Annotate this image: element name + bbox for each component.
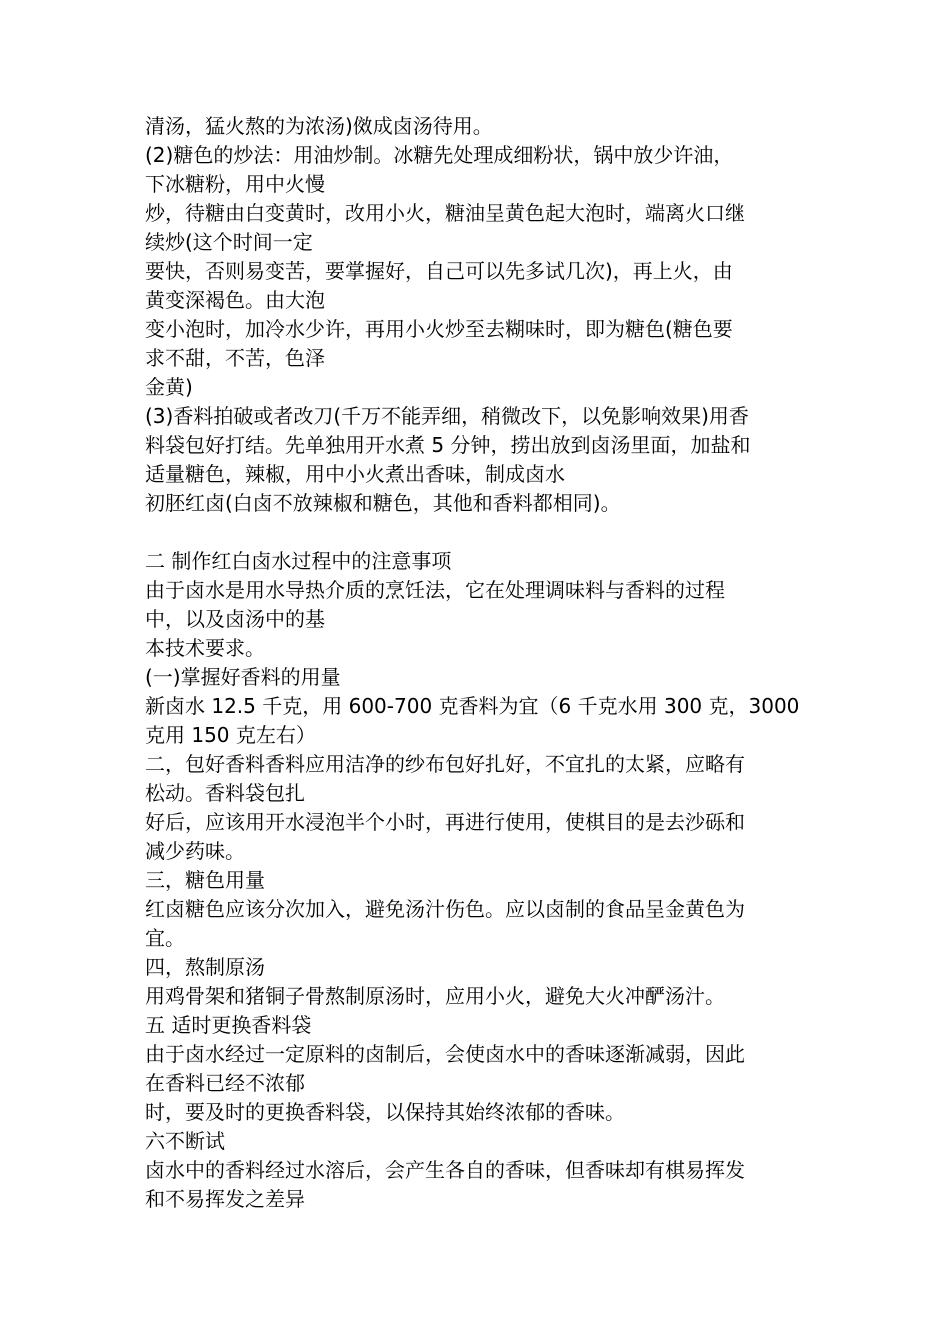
text-line: 黄变深褐色。由大泡 — [145, 288, 325, 312]
text-line: 和不易挥发之差异 — [145, 1187, 305, 1211]
subsection-heading: (一)掌握好香料的用量 — [145, 665, 341, 689]
text-line: 新卤水 12.5 千克，用 600-700 克香料为宜（6 千克水用 300 克，3000 — [145, 694, 800, 718]
text-line: 初胚红卤(白卤不放辣椒和糖色，其他和香料都相同)。 — [145, 491, 621, 515]
text-line: 时，要及时的更换香料袋，以保持其始终浓郁的香味。 — [145, 1100, 625, 1124]
text-line: 在香料已经不浓郁 — [145, 1071, 305, 1095]
subsection-heading: 三，糖色用量 — [145, 868, 265, 892]
text-line: 求不甜，不苦，色泽 — [145, 346, 325, 370]
text-line: 适量糖色，辣椒，用中小火煮出香味，制成卤水 — [145, 462, 565, 486]
text-line: 下冰糖粉，用中火慢 — [145, 172, 325, 196]
text-line: 二，包好香料香料应用洁净的纱布包好扎好，不宜扎的太紧，应略有 — [145, 752, 745, 776]
subsection-heading: 五 适时更换香料袋 — [145, 1013, 312, 1037]
text-line: 金黄) — [145, 375, 193, 399]
section-heading: 二 制作红白卤水过程中的注意事项 — [145, 549, 452, 573]
text-line: 由于卤水经过一定原料的卤制后，会使卤水中的香味逐渐减弱，因此 — [145, 1042, 745, 1066]
text-line: 减少药味。 — [145, 839, 245, 863]
blank-line — [145, 518, 815, 547]
text-line: 卤水中的香料经过水溶后，会产生各自的香味，但香味却有棋易挥发 — [145, 1158, 745, 1182]
text-line: 克用 150 克左右） — [145, 723, 316, 747]
text-line: 中，以及卤汤中的基 — [145, 607, 325, 631]
text-line: 料袋包好打结。先单独用开水煮 5 分钟，捞出放到卤汤里面，加盐和 — [145, 433, 751, 457]
text-line: 清汤，猛火熬的为浓汤)傚成卤汤待用。 — [145, 114, 493, 138]
document-body — [145, 112, 815, 1214]
subsection-heading: 四，熬制原汤 — [145, 955, 265, 979]
text-line: 好后，应该用开水浸泡半个小时，再进行使用，使棋目的是去沙砾和 — [145, 810, 745, 834]
text-line: 由于卤水是用水导热介质的烹饪法，它在处理调味料与香料的过程 — [145, 578, 725, 602]
text-line: 用鸡骨架和猪铜子骨熬制原汤时，应用小火，避免大火冲酽汤汁。 — [145, 984, 725, 1008]
subsection-heading: 六不断试 — [145, 1129, 225, 1153]
text-line: (3)香料拍破或者改刀(千万不能弄细，稍微改下，以免影响效果)用香 — [145, 404, 749, 428]
text-line: (2)糖色的炒法：用油炒制。冰糖先处理成细粉状，锅中放少许油， — [145, 143, 734, 167]
text-line: 本技术要求。 — [145, 636, 265, 660]
text-line: 要快，否则易变苦，要掌握好，自己可以先多试几次)，再上火，由 — [145, 259, 733, 283]
text-line: 续炒(这个时间一定 — [145, 230, 313, 254]
text-line: 松动。香料袋包扎 — [145, 781, 305, 805]
text-line: 变小泡时，加冷水少许，再用小火炒至去糊味时，即为糖色(糖色要 — [145, 317, 733, 341]
text-line: 宜。 — [145, 926, 185, 950]
text-line: 炒，待糖由白变黄时，改用小火，糖油呈黄色起大泡时，端离火口继 — [145, 201, 745, 225]
text-line: 红卤糖色应该分次加入，避免汤汁伤色。应以卤制的食品呈金黄色为 — [145, 897, 745, 921]
